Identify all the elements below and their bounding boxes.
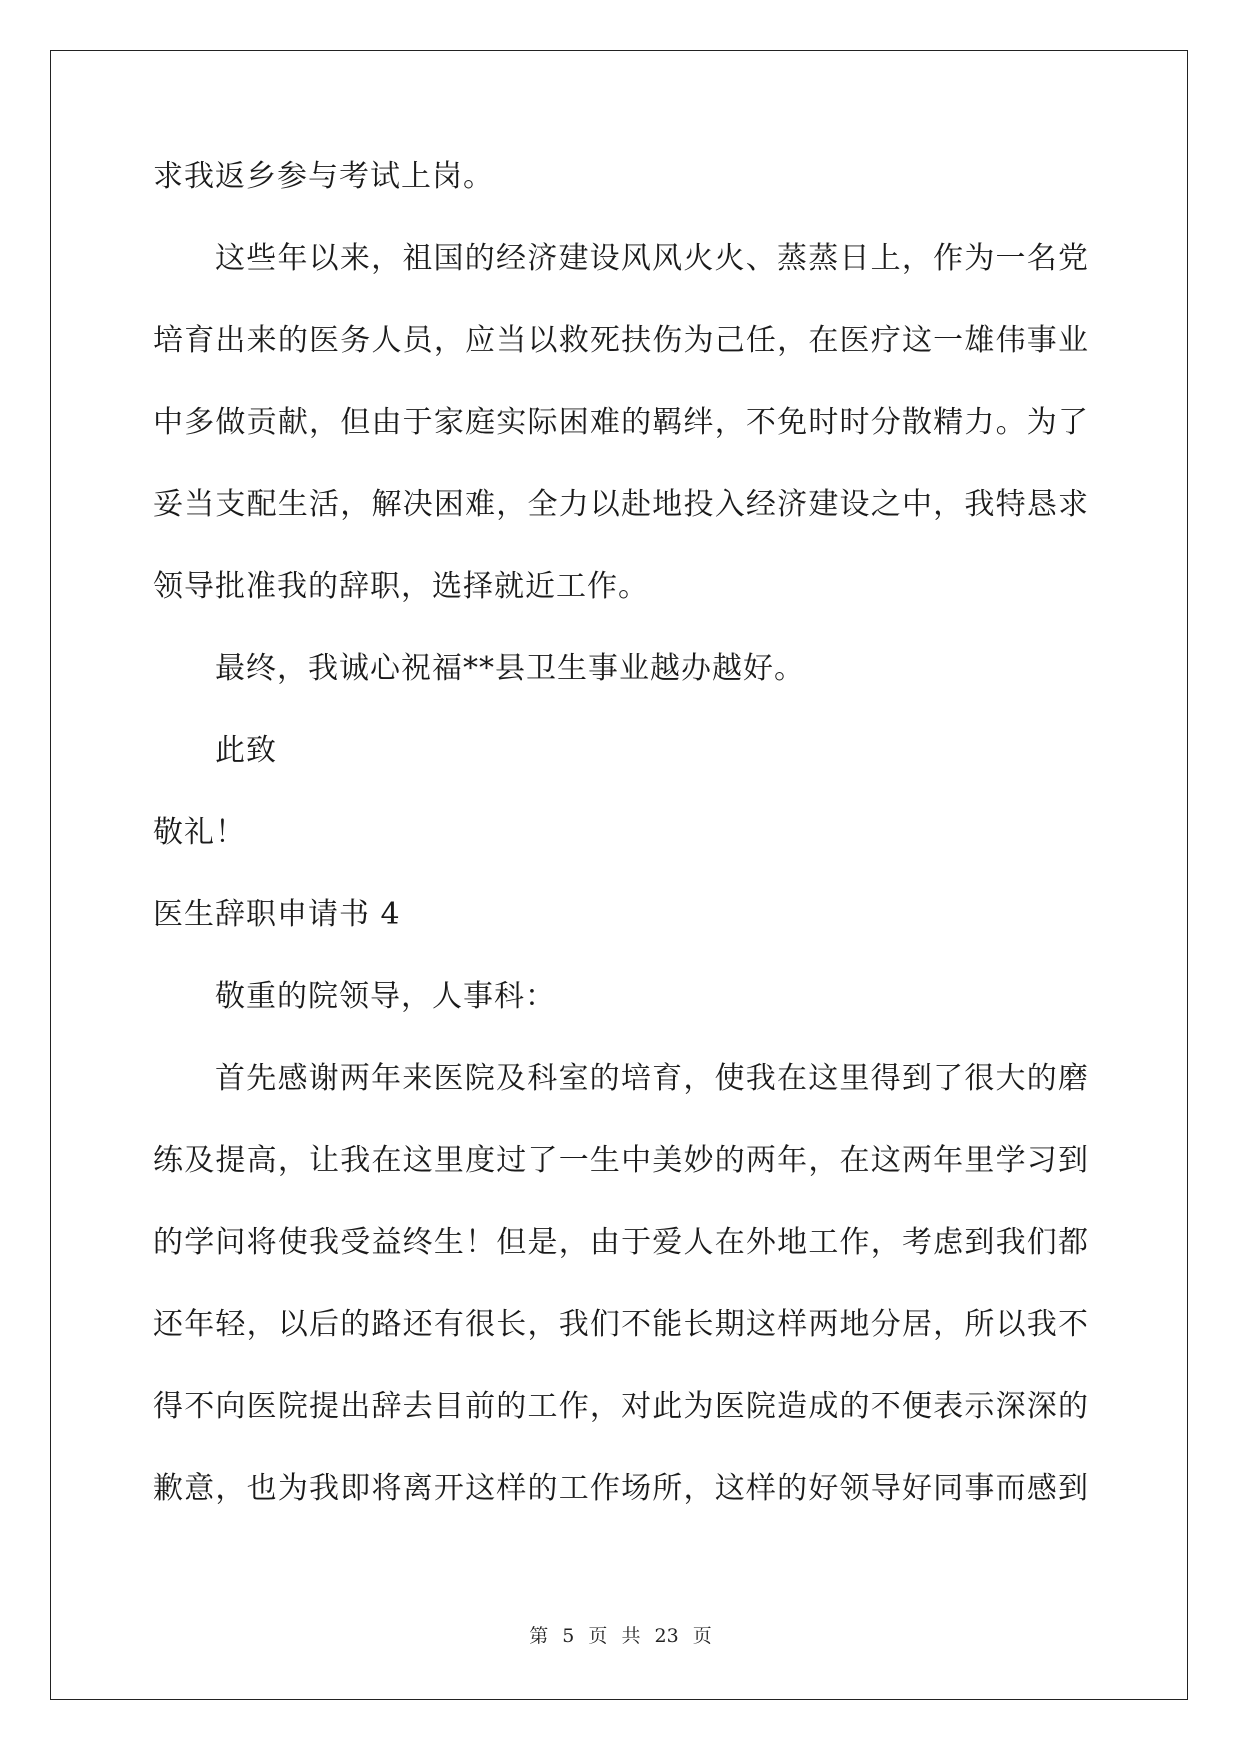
page-footer: 第 5 页 共 23 页 (529, 1625, 712, 1647)
text-line: 还年轻，以后的路还有很长，我们不能长期这样两地分居，所以我不 (153, 1307, 1089, 1342)
text-line: 中多做贡献，但由于家庭实际困难的羁绊，不免时时分散精力。为了 (153, 405, 1089, 440)
text-line: 妥当支配生活，解决困难，全力以赴地投入经济建设之中，我特恳求 (153, 487, 1089, 522)
document-body (153, 158, 1089, 1552)
text-line: 求我返乡参与考试上岗。 (153, 159, 494, 194)
text-line: 的学问将使我受益终生！但是，由于爱人在外地工作，考虑到我们都 (153, 1225, 1089, 1260)
text-line: 得不向医院提出辞去目前的工作，对此为医院造成的不便表示深深的 (153, 1389, 1089, 1424)
text-line: 最终，我诚心祝福**县卫生事业越办越好。 (215, 651, 805, 686)
text-line: 领导批准我的辞职，选择就近工作。 (153, 569, 649, 604)
text-line: 练及提高，让我在这里度过了一生中美妙的两年，在这两年里学习到 (153, 1143, 1089, 1178)
text-line: 这些年以来，祖国的经济建设风风火火、蒸蒸日上，作为一名党 (215, 241, 1089, 276)
text-line: 首先感谢两年来医院及科室的培育，使我在这里得到了很大的磨 (215, 1061, 1089, 1096)
text-line: 此致 (215, 733, 277, 768)
text-line: 歉意，也为我即将离开这样的工作场所，这样的好领导好同事而感到 (153, 1471, 1089, 1506)
section-heading: 医生辞职申请书 4 (153, 897, 401, 932)
salutation: 敬重的院领导，人事科： (215, 979, 556, 1014)
text-line: 培育出来的医务人员，应当以救死扶伤为己任，在医疗这一雄伟事业 (153, 323, 1089, 358)
text-line: 敬礼！ (153, 815, 246, 850)
